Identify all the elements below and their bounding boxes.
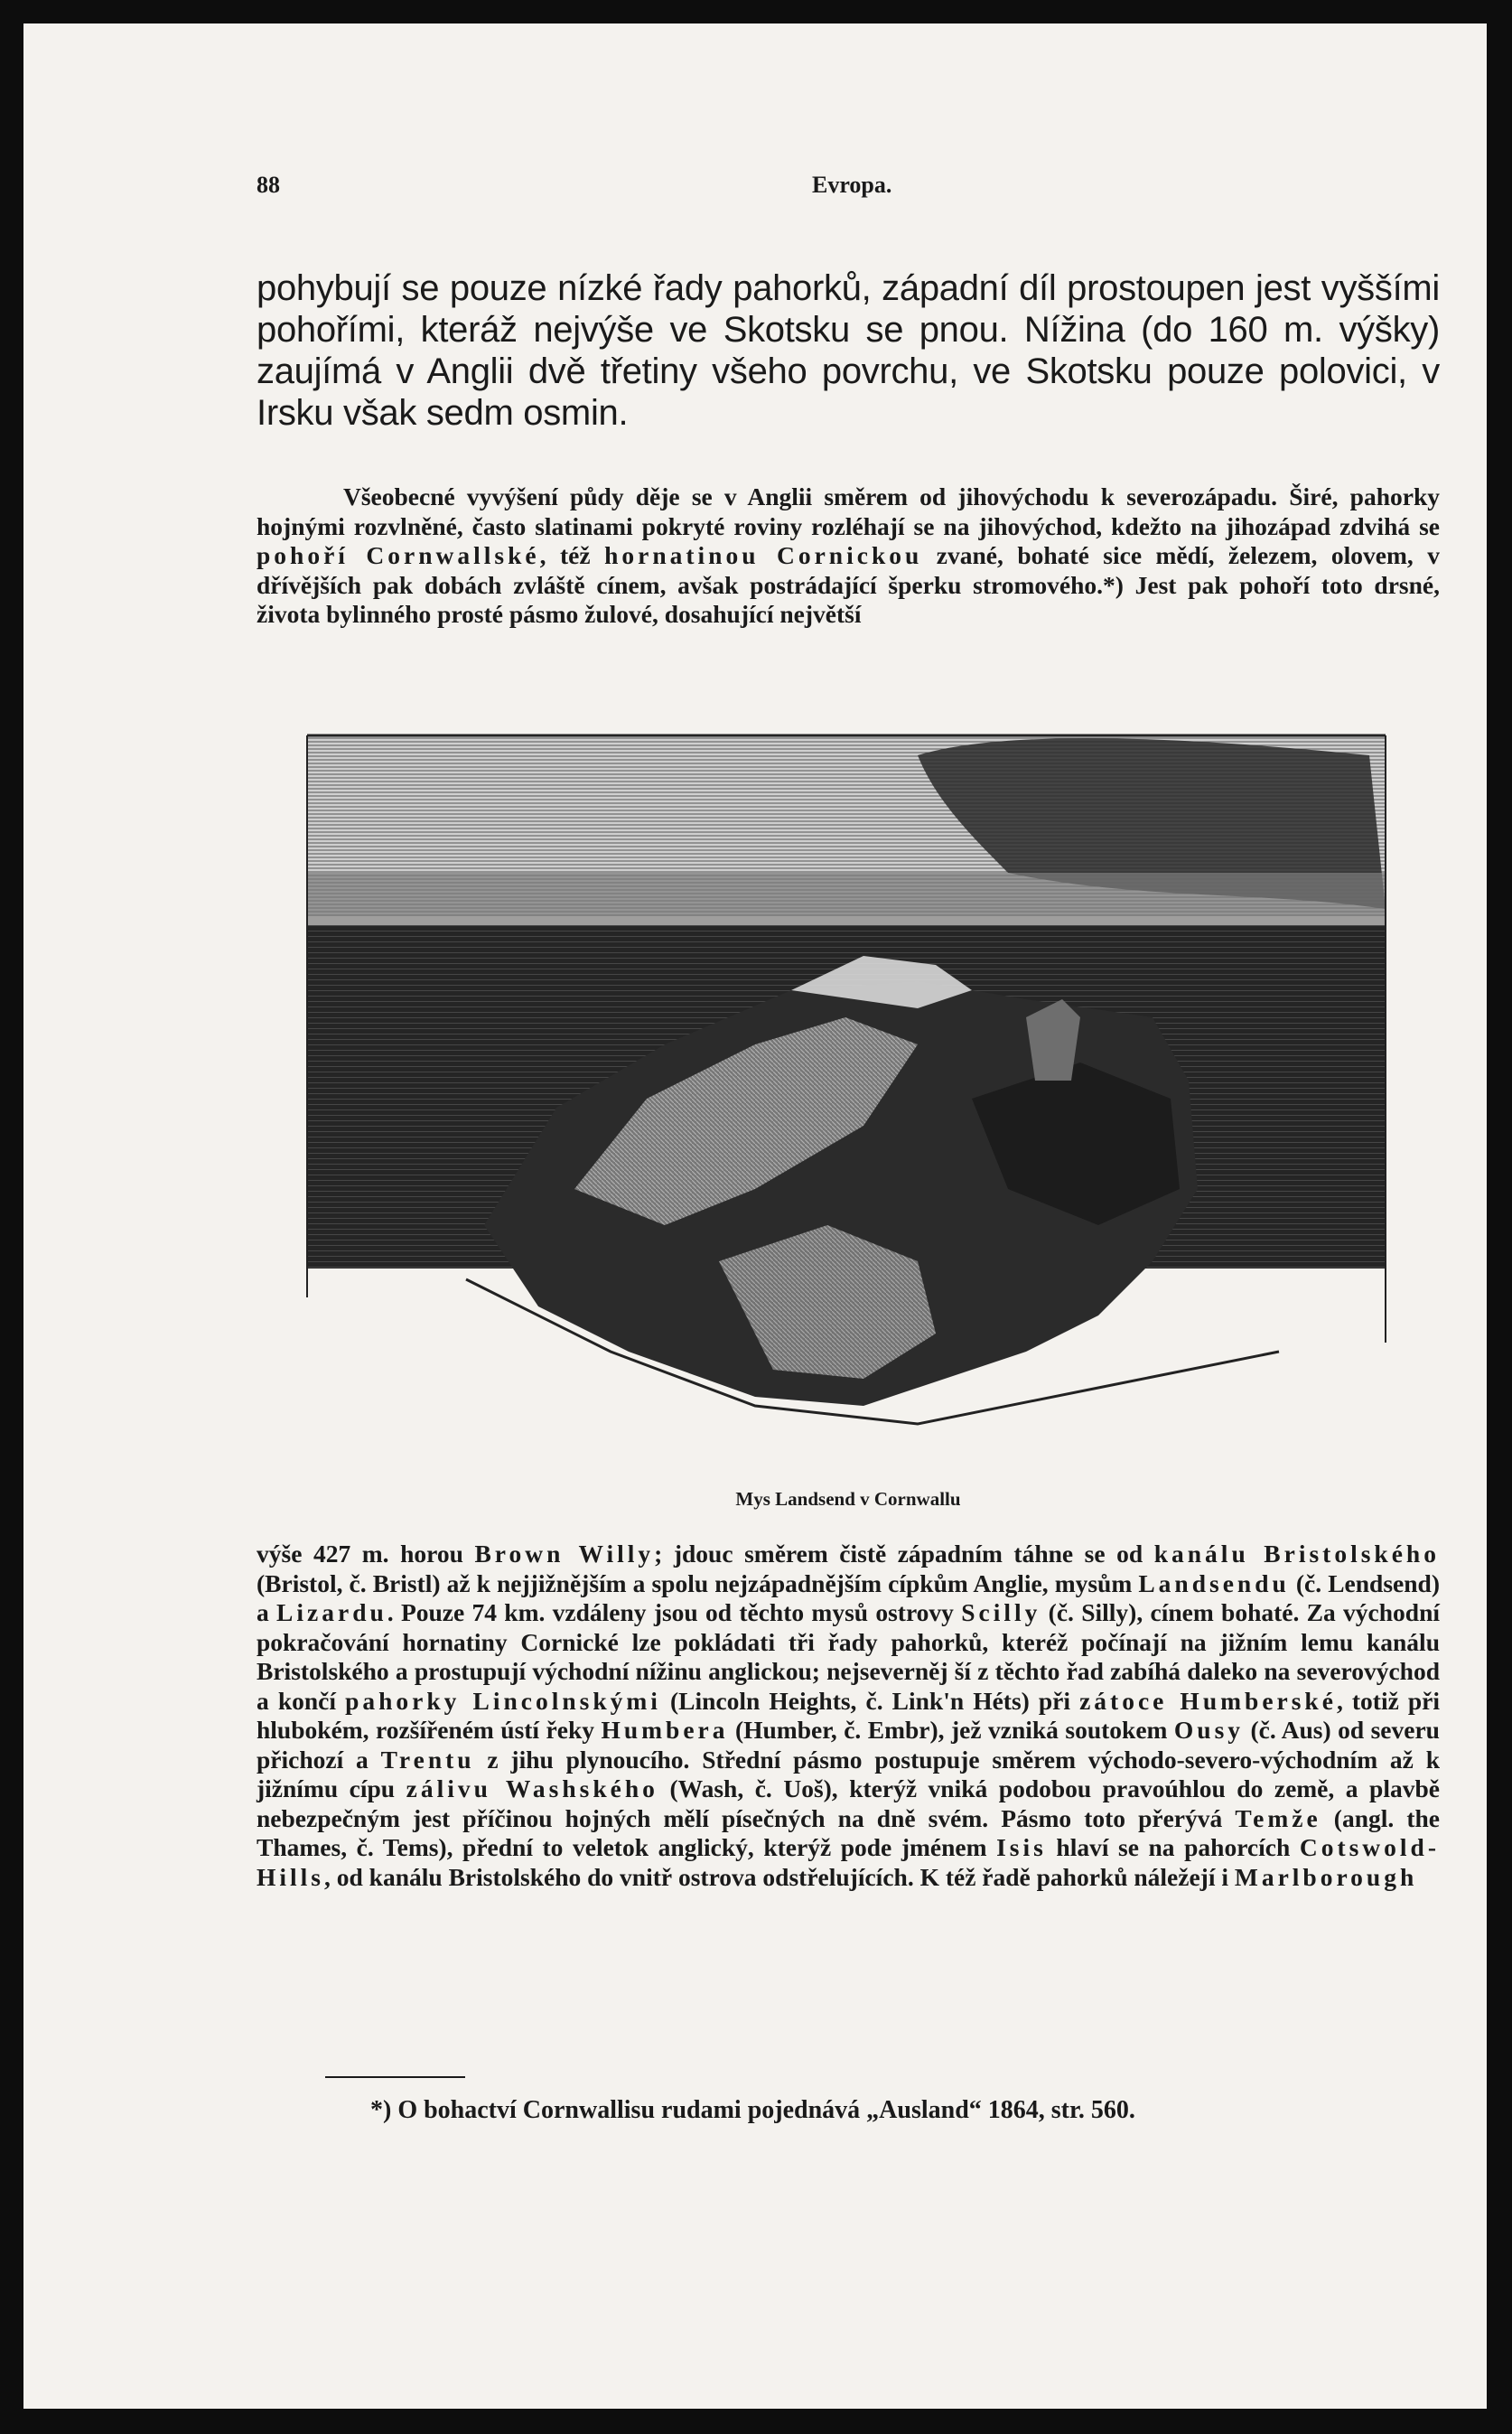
text-run: (č. Lendsend) a [257,1568,1440,1626]
footnote-rule [325,2076,465,2078]
spaced-term: Cotswold-Hills [257,1833,1440,1891]
spaced-term: pohoří Cornwallské [257,541,540,569]
spaced-term: Isis [996,1833,1047,1861]
spaced-term: Marlborough [1234,1862,1418,1891]
engraving-image [285,719,1413,1469]
running-title: Evropa. [812,172,892,198]
spaced-term: pahorky Lincolnskými [345,1686,661,1715]
text-run: . Pouze 74 km. vzdáleny jsou od těchto mysů ostrovy [387,1598,962,1626]
text-run: , od kanálu Bristolského do vnitř ostrova odstřelujících. K též řadě pahorků náležejí i [324,1862,1235,1891]
text-run: Všeobecné vyvýšení půdy děje se v Anglii směrem od jihovýchodu k severozápadu. Širé, pahorky hojnými rozvlněné, často slatinami pokryté roviny rozléhají se na jihovýchod, kdežto na jihozápad zdvihá se [257,482,1440,540]
spaced-term: Humbera [601,1716,729,1744]
footnote: *) O bohactví Cornwallisu rudami pojednává „Ausland“ 1864, str. 560. [370,2096,1135,2124]
text-run: (Lincoln Heights, č. Link'n Héts) při [660,1686,1080,1715]
spaced-term: Landsendu [1138,1568,1290,1597]
page-number: 88 [257,172,280,198]
text-run: výše 427 m. horou [257,1540,475,1568]
spaced-term: zálivu Washského [406,1774,658,1802]
figure-caption: Mys Landsend v Cornwallu [735,1488,961,1510]
spaced-term: hornatinou Cornickou [604,541,923,569]
spaced-term: Trentu [380,1745,475,1774]
paragraph-1: pohybují se pouze nízké řady pahorků, západní díl prostoupen jest vyššími pohořími, kteráž nejvýše ve Skotsku se pnou. Nížina (do 160 m. výšky) zaujímá v Anglii dvě třetiny všeho povrchu, ve Skotsku pouze polovici, v Irsku však sedm osmin. [257,268,1440,433]
spaced-term: kanálu Bristolského [1153,1540,1440,1568]
spaced-term: zátoce Humberské [1079,1686,1337,1715]
spaced-term: Scilly [961,1598,1041,1626]
spaced-term: Ousy [1173,1716,1245,1744]
text-run: , totiž při hlubokém, rozšířeném ústí řeky [257,1686,1440,1744]
engraving-landsend [285,719,1413,1469]
text-run: ; jdouc směrem čistě západním táhne se od [654,1540,1154,1568]
text-run: (Bristol, č. Bristl) až k nejjižnějším a spolu nejzápadnějším cípkům Anglie, mysům [257,1568,1139,1597]
text-run: (Humber, č. Embr), jež vzniká soutokem [728,1716,1174,1744]
paragraph-2 [257,482,1440,630]
text-run: hlaví se na pahorcích [1046,1833,1300,1861]
text-run: (č. Silly), cínem bohaté. Za východní pokračování hornatiny Cornické lze pokládati tři řady pahorků, kteréž počínají na jižním lemu kanálu Bristolského a prostupují východní nížinu anglickou; nejseverněj ší z těchto řad zabíhá daleko na severovýchod a končí [257,1598,1441,1715]
text-run: , též [539,541,605,569]
text-run: zvané, bohaté sice mědí, železem, olovem, v dřívějších pak dobách zvláště cínem, avšak postrádající šperku stromového.*) Jest pak pohoří toto drsné, života bylinného prosté pásmo žulové, dosahující největší [257,541,1440,628]
paragraph-3 [257,1540,1440,1892]
text-run: (č. Aus) od severu přichozí a [257,1716,1440,1774]
spaced-term: Lizardu [276,1598,387,1626]
text-run: (angl. the Thames, č. Tems), přední to veletok anglický, kterýž pode jménem [257,1803,1441,1861]
spaced-term: Brown Willy [474,1540,655,1568]
text-run: (Wash, č. Uoš), kterýž vniká podobou pravoúhlou do země, a plavbě nebezpečným jest příčinou hojných mělí písečných na dně svém. Pásmo toto přerývá [257,1774,1440,1832]
spaced-term: Temže [1235,1803,1321,1832]
text-run: z jihu plynoucího. Střední pásmo postupuje směrem východo-severo-východním až k jižnímu cípu [257,1745,1440,1802]
page-header [257,172,1431,208]
